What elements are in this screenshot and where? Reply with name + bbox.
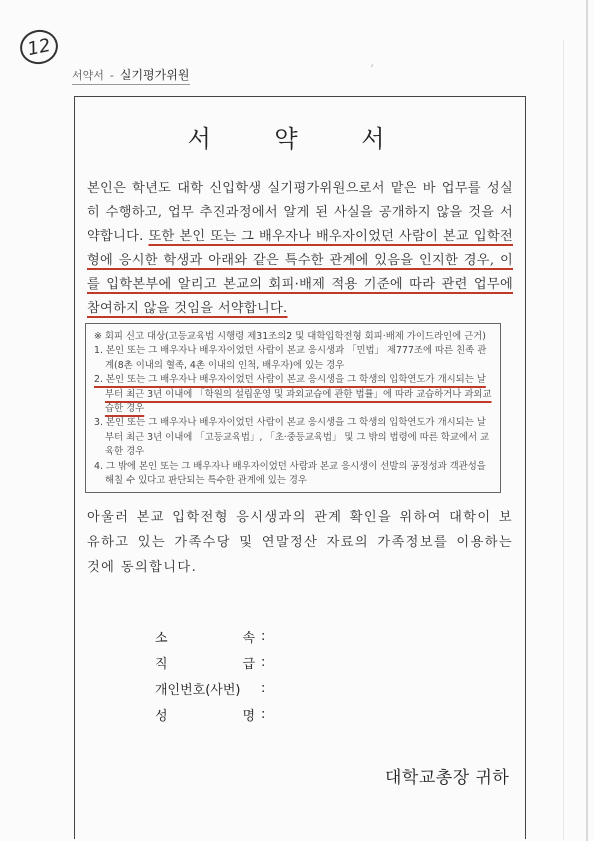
notice-box: [85, 323, 501, 493]
field-colon: :: [261, 706, 266, 722]
header-separator: -: [109, 69, 114, 82]
field-label: [155, 653, 255, 672]
stray-mark: ‘: [370, 62, 374, 76]
document-header: [72, 66, 189, 83]
field-label-char: 속: [242, 630, 255, 646]
header-doc-type: 서약서: [72, 69, 104, 82]
field-label: [155, 627, 255, 646]
header-underline: [72, 84, 190, 85]
pledge-underlined-text: 또한 본인 또는 그 배우자나 배우자이었던 사람이 본교 입학전형에 응시한 학생과 아래와 같은 특수한 관계에 있음을 인지한 경우, 이를 입학본부에 알리고 본교의 회피·배제 적용 기준에 따라 관련 업무에 참여하지 않을 것임을 서약합니다.: [87, 229, 513, 316]
field-employee-number: [155, 675, 265, 701]
pledge-paragraph: [87, 177, 513, 321]
signature-fields: [155, 623, 265, 727]
signoff-addressee: 대학교총장 귀하: [385, 768, 510, 788]
document-title: 서 약 서: [187, 125, 413, 153]
scan-edge: [586, 0, 588, 841]
field-label: [155, 705, 255, 724]
field-label-char: 직: [155, 656, 168, 672]
field-position: [155, 649, 265, 675]
notice-item-4: 4. 그 밖에 본인 또는 그 배우자나 배우자이었던 사람과 본교 응시생이 선발의 공정성과 객관성을 해칠 수 있다고 판단되는 특수한 관계에 있는 경우: [94, 460, 486, 487]
field-colon: :: [261, 654, 266, 670]
scan-edge-inner: [563, 40, 564, 840]
pledge-text: 본인은 학년도 대학 신입학생 실기평가위원으로서 맡은 바 업무를 성실히 수행하고, 업무 추진과정에서 알게 된 사실을 공개하지 않을 것을 서약합니다.: [87, 181, 513, 244]
field-label-char: 명: [242, 708, 255, 724]
field-label: 개인번호(사번): [155, 682, 241, 698]
field-colon: :: [261, 628, 266, 644]
notice-item-3: 3. 본인 또는 그 배우자나 배우자이었던 사람이 본교 응시생을 그 학생의 입학연도가 개시되는 날부터 최근 3년 이내에 「고등교육법」, 「초·중등교육법」 및 그 밖의 법령에 따른 학교에서 교육한 경우: [94, 417, 490, 458]
field-label-char: 급: [242, 656, 255, 672]
field-colon: :: [261, 680, 266, 696]
notice-item-2: 2. 본인 또는 그 배우자나 배우자이었던 사람이 본교 응시생을 그 학생의 입학연도가 개시되는 날부터 최근 3년 이내에 「학원의 설립운영 및 과외교습에 관한 법률」에 따라 교습하거나 과외교습한 경우: [94, 374, 492, 415]
header-role: 실기평가위원: [119, 68, 190, 82]
notice-item-1: 1. 본인 또는 그 배우자나 배우자이었던 사람이 본교 응시생과 「민법」 제777조에 따른 친족 관계(8촌 이내의 혈족, 4촌 이내의 인척, 배우자)에 있는 경우: [94, 345, 487, 371]
page-number-stamp: 12: [17, 26, 61, 67]
field-label-char: 성: [155, 708, 168, 724]
field-name: [155, 701, 265, 727]
notice-title: ※ 회피 신고 대상(고등교육법 시행령 제31조의2 및 대학입학전형 회피·배제 가이드라인에 근거): [94, 331, 486, 342]
field-label-char: 소: [155, 630, 168, 646]
document-frame: [74, 96, 526, 839]
consent-paragraph: 아울러 본교 입학전형 응시생과의 관계 확인을 위하여 대학이 보유하고 있는 가족수당 및 연말정산 자료의 가족정보를 이용하는 것에 동의합니다.: [87, 510, 513, 575]
field-affiliation: [155, 623, 265, 649]
